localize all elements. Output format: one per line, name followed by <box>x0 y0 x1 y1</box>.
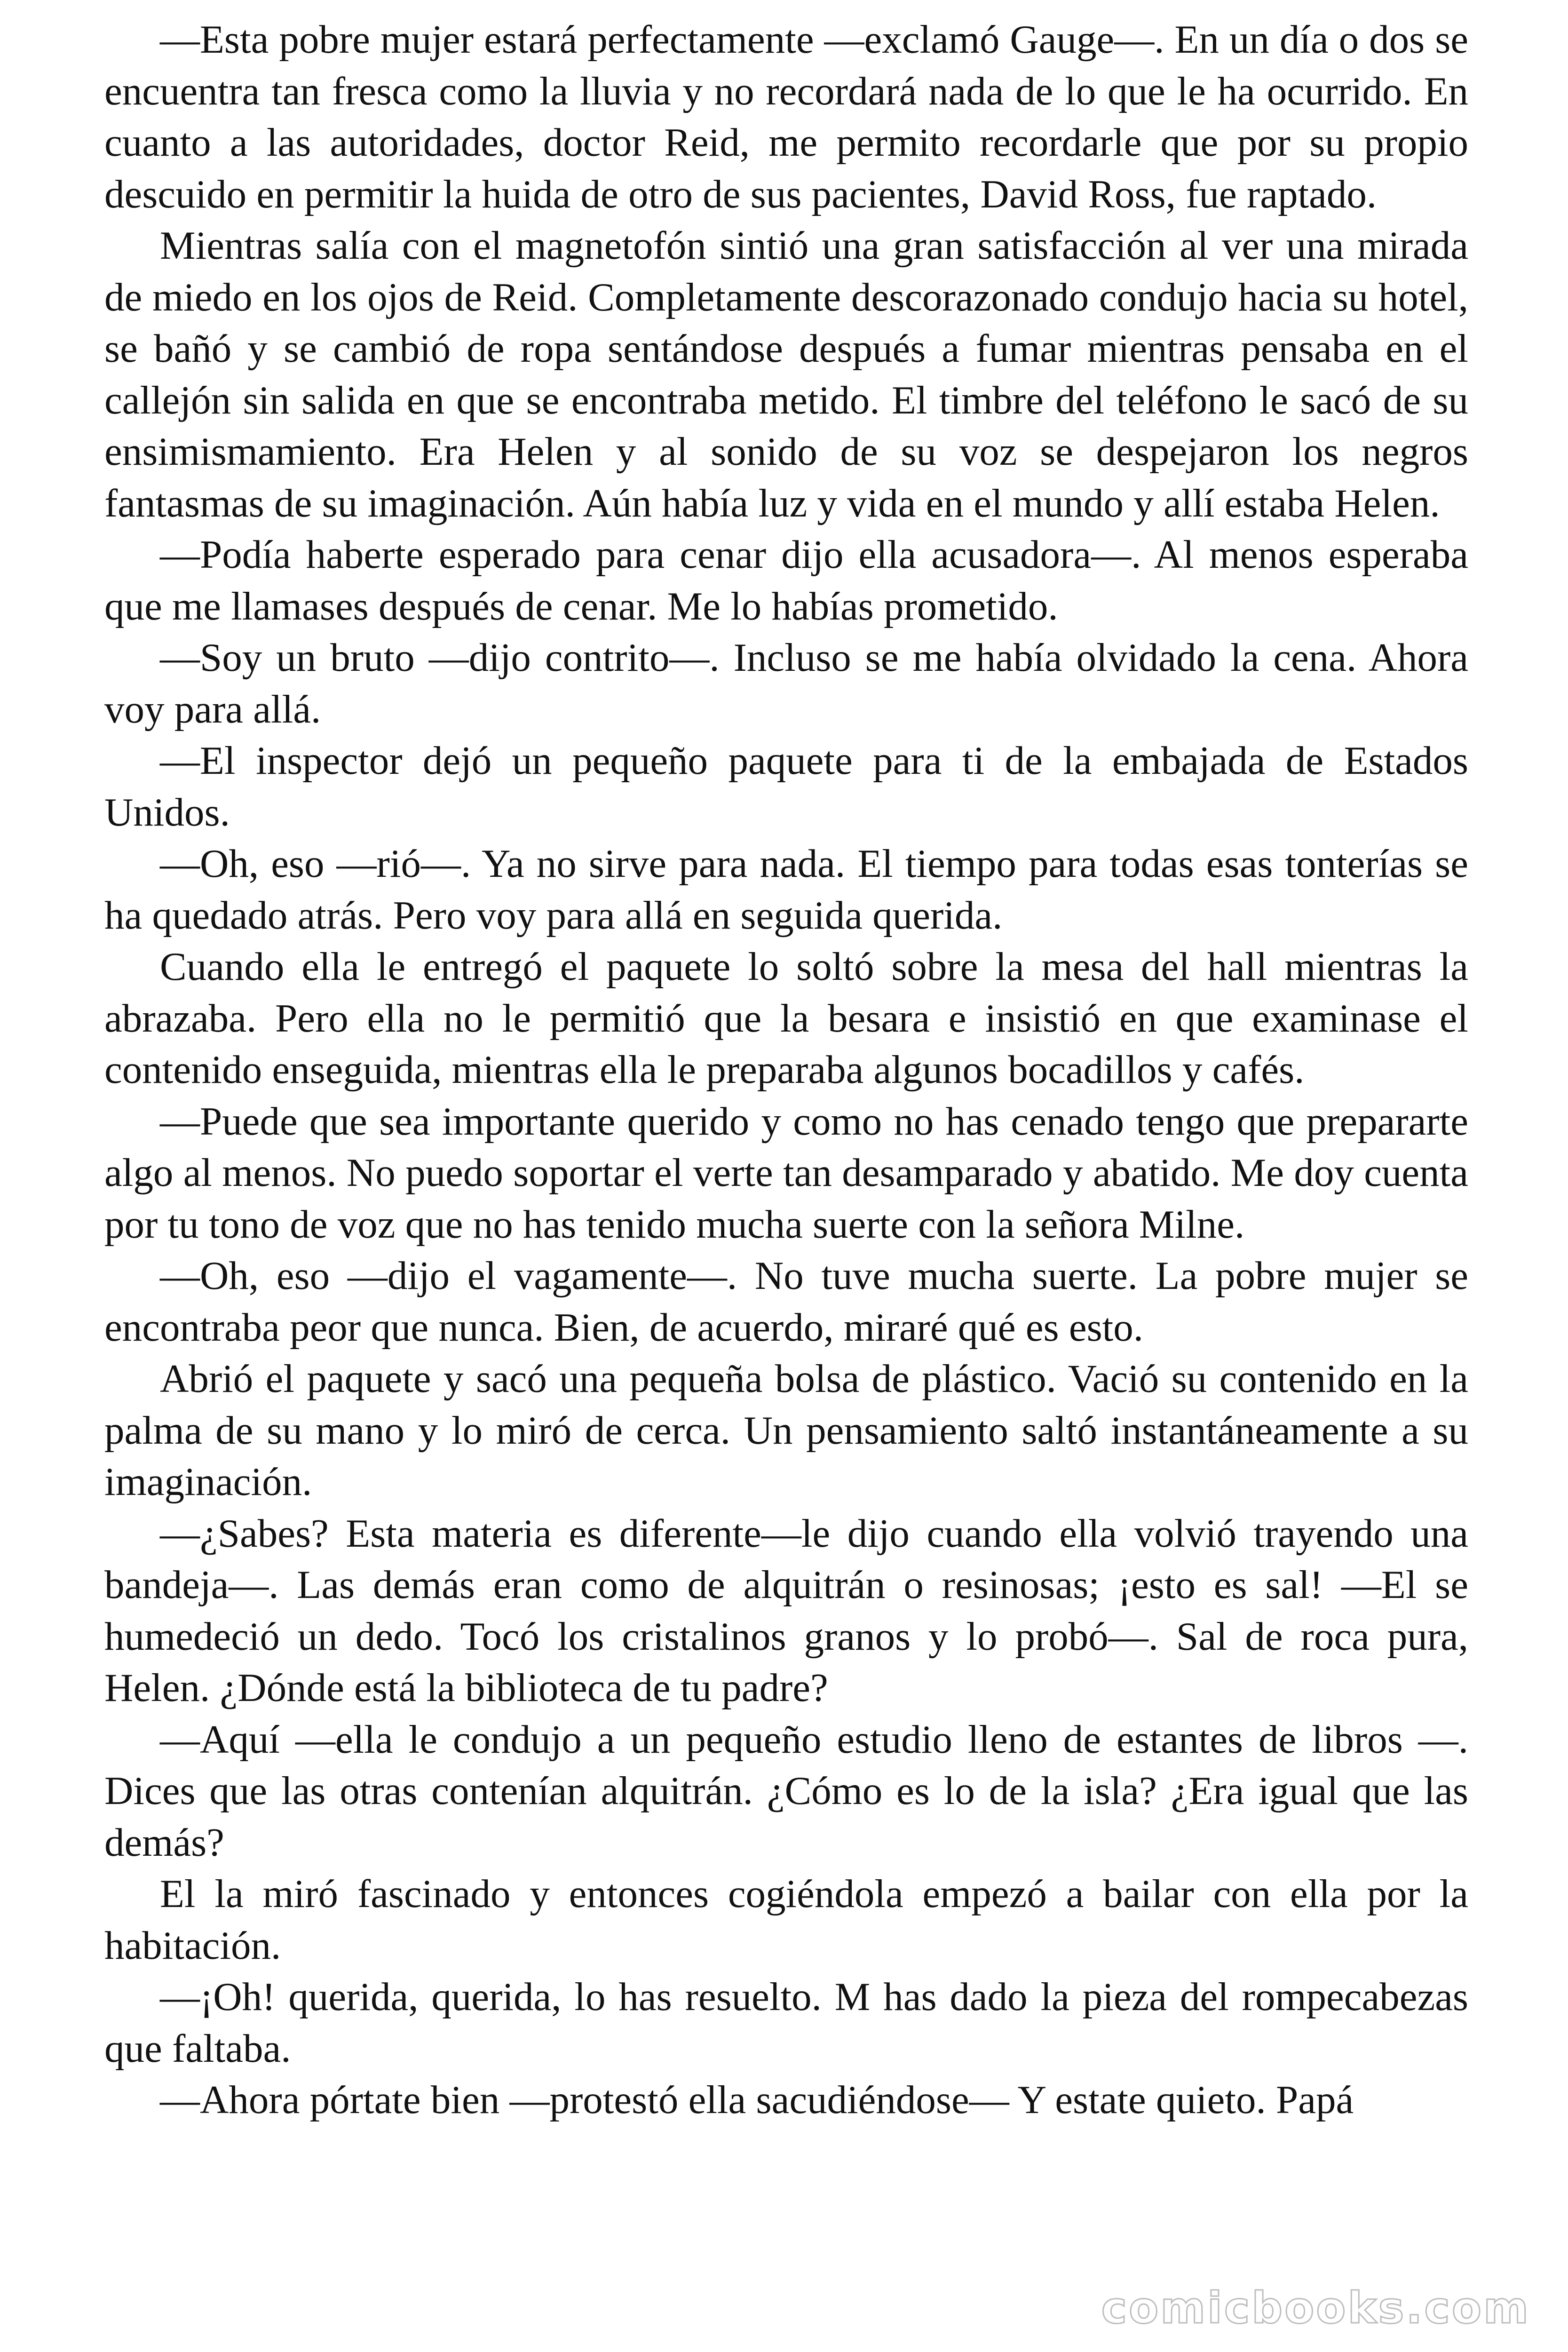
paragraph: —Soy un bruto —dijo contrito—. Incluso se me había olvidado la cena. Ahora voy para allá. <box>104 636 1468 731</box>
paragraph: —Esta pobre mujer estará perfectamente —exclamó Gauge—. En un día o dos se encuentra tan fresca como la lluvia y no recordará nada de lo que le ha ocurrido. En cuanto a las autoridades, doctor Reid, me permito recordarle que por su propio descuido en permitir la huida de otro de sus pacientes, David Ross, fue raptado. <box>104 17 1468 216</box>
paragraph: —¿Sabes? Esta materia es diferente—le dijo cuando ella volvió trayendo una bandeja—. Las demás eran como de alquitrán o resinosas; ¡esto es sal! —El se humedeció un dedo. Tocó los cristalinos granos y lo probó—. Sal de roca pura, Helen. ¿Dónde está la biblioteca de tu padre? <box>104 1511 1468 1710</box>
paragraph: —Oh, eso —dijo el vagamente—. No tuve mucha suerte. La pobre mujer se encontraba peor que nunca. Bien, de acuerdo, miraré qué es esto. <box>104 1254 1468 1350</box>
watermark-logo: comicbooks.com <box>1101 2283 1530 2333</box>
paragraph: —Oh, eso —rió—. Ya no sirve para nada. El tiempo para todas esas tonterías se ha quedado atrás. Pero voy para allá en seguida querida. <box>104 842 1468 938</box>
paragraph: Abrió el paquete y sacó una pequeña bolsa de plástico. Vació su contenido en la palma de su mano y lo miró de cerca. Un pensamiento saltó instantáneamente a su imaginación. <box>104 1357 1468 1504</box>
paragraph: —Aquí —ella le condujo a un pequeño estudio lleno de estantes de libros —. Dices que las otras contenían alquitrán. ¿Cómo es lo de la isla? ¿Era igual que las demás? <box>104 1717 1468 1865</box>
paragraph: —Puede que sea importante querido y como no has cenado tengo que prepararte algo al menos. No puedo soportar el verte tan desamparado y abatido. Me doy cuenta por tu tono de voz que no has tenido mucha suerte con la señora Milne. <box>104 1099 1468 1247</box>
body-text <box>104 14 1468 2126</box>
paragraph: —El inspector dejó un pequeño paquete para ti de la embajada de Estados Unidos. <box>104 739 1468 834</box>
paragraph: Cuando ella le entregó el paquete lo soltó sobre la mesa del hall mientras la abrazaba. Pero ella no le permitió que la besara e insistió en que examinase el contenido enseguida, mientras ella le preparaba algunos bocadillos y cafés. <box>104 945 1468 1092</box>
paragraph: —Podía haberte esperado para cenar dijo ella acusadora—. Al menos esperaba que me llamases después de cenar. Me lo habías prometido. <box>104 532 1468 628</box>
paragraph: El la miró fascinado y entonces cogiéndola empezó a bailar con ella por la habitación. <box>104 1872 1468 1968</box>
paragraph: —Ahora pórtate bien —protestó ella sacudiéndose— Y estate quieto. Papá <box>160 2078 1354 2122</box>
paragraph: —¡Oh! querida, querida, lo has resuelto. M has dado la pieza del rompecabezas que faltaba. <box>104 1975 1468 2071</box>
paragraph: Mientras salía con el magnetofón sintió una gran satisfacción al ver una mirada de miedo en los ojos de Reid. Completamente descorazonado condujo hacia su hotel, se bañó y se cambió de ropa sentándose después a fumar mientras pensaba en el callejón sin salida en que se encontraba metido. El timbre del teléfono le sacó de su ensimismamiento. Era Helen y al sonido de su voz se despejaron los negros fantasmas de su imaginación. Aún había luz y vida en el mundo y allí estaba Helen. <box>104 223 1468 525</box>
